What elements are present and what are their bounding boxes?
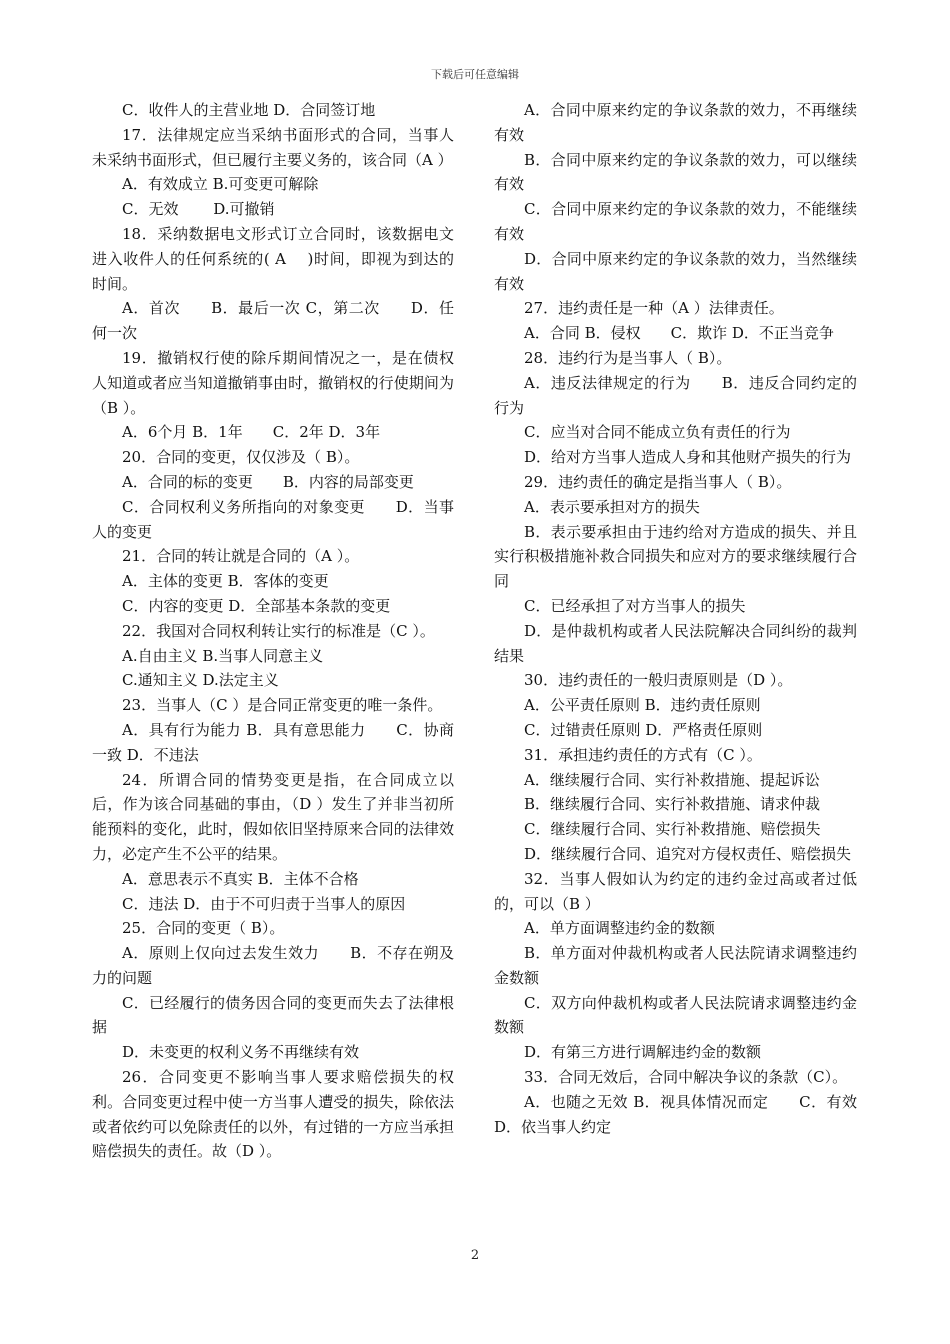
paragraph: 28．违约行为是当事人（ B）。 [524, 348, 732, 367]
paragraph: C．已经履行的债务因合同的变更而失去了法律根据 [92, 993, 454, 1037]
paragraph: A．合同中原来约定的争议条款的效力，不再继续有效 [494, 101, 857, 144]
paragraph: 31．承担违约责任的方式有（C ）。 [524, 745, 762, 764]
paragraph: 22．我国对合同权利转让实行的标准是（C ）。 [122, 621, 435, 640]
paragraph: 20．合同的变更，仅仅涉及（ B）。 [122, 448, 360, 467]
paragraph: 32．当事人假如认为约定的违约金过高或者过低的，可以（B ） [494, 869, 857, 913]
paragraph: C．过错责任原则 D．严格责任原则 [524, 720, 763, 739]
paragraph: C．无效 D.可撤销 [122, 200, 275, 219]
left-column [92, 98, 454, 1164]
paragraph: C．合同权利义务所指向的对象变更 D．当事人的变更 [92, 497, 454, 541]
paragraph: A．意思表示不真实 B．主体不合格 [122, 869, 359, 888]
paragraph: A．也随之无效 B．视具体情况而定 C．有效 D．依当事人约定 [494, 1092, 857, 1136]
paragraph: C．违法 D．由于不可归责于当事人的原因 [122, 894, 406, 913]
paragraph: C．合同中原来约定的争议条款的效力，不能继续有效 [494, 200, 857, 243]
paragraph: A．原则上仅向过去发生效力 B．不存在朔及力的问题 [92, 944, 454, 987]
paragraph: B．单方面对仲裁机构或者人民法院请求调整违约金数额 [494, 944, 857, 987]
paragraph: 25．合同的变更（ B）。 [122, 919, 285, 938]
paragraph: 17．法律规定应当采纳书面形式的合同，当事人未采纳书面形式，但已履行主要义务的，该合同（A ） [92, 125, 454, 169]
paragraph: D．未变更的权利义务不再继续有效 [122, 1043, 360, 1062]
page-header: 下载后可任意编辑 [431, 68, 519, 81]
paragraph: 33．合同无效后，合同中解决争议的条款（C）。 [524, 1068, 848, 1087]
paragraph: 29．违约责任的确定是指当事人（ B）。 [524, 472, 792, 491]
paragraph: C.通知主义 D.法定主义 [122, 671, 279, 690]
paragraph: B．继续履行合同、实行补救措施、请求仲裁 [524, 795, 821, 814]
paragraph: B．合同中原来约定的争议条款的效力，可以继续有效 [494, 150, 857, 194]
paragraph: D．给对方当事人造成人身和其他财产损失的行为 [524, 448, 852, 467]
paragraph: D．继续履行合同、追究对方侵权责任、赔偿损失 [524, 844, 852, 863]
paragraph: B．表示要承担由于违约给对方造成的损失、并且实行积极措施补救合同损失和应对方的要求继续履行合同 [494, 522, 857, 591]
paragraph: D．是仲裁机构或者人民法院解决合同纠纷的裁判结果 [494, 621, 857, 665]
paragraph: A．6个月 B．1年 C．2年 D．3年 [122, 423, 381, 442]
paragraph: 27．违约责任是一种（A ）法律责任。 [524, 299, 784, 318]
paragraph: 19．撤销权行使的除斥期间情况之一，是在债权人知道或者应当知道撤销事由时，撤销权的行使期间为（B ）。 [92, 348, 454, 417]
paragraph: A.自由主义 B.当事人同意主义 [122, 646, 324, 665]
paragraph: 26．合同变更不影响当事人要求赔偿损失的权利。合同变更过程中使一方当事人遭受的损失，除依法或者依约可以免除责任的以外，有过错的一方应当承担赔偿损失的责任。故（D ）。 [92, 1068, 454, 1161]
paragraph: A．合同的标的变更 B．内容的局部变更 [122, 472, 414, 491]
paragraph: C．内容的变更 D．全部基本条款的变更 [122, 596, 391, 615]
paragraph: A．首次 B．最后一次 C，第二次 D．任何一次 [92, 299, 454, 343]
paragraph: A．具有行为能力 B．具有意思能力 C．协商一致 D．不违法 [92, 720, 454, 764]
paragraph: C．应当对合同不能成立负有责任的行为 [524, 423, 791, 442]
paragraph: 24．所谓合同的情势变更是指，在合同成立以后，作为该合同基础的事由，（D ）发生了并非当初所能预料的变化，此时，假如依旧坚持原来合同的法律效力，必定产生不公平的结果。 [92, 770, 454, 863]
right-column [494, 98, 857, 1139]
paragraph: C．双方向仲裁机构或者人民法院请求调整违约金数额 [494, 993, 857, 1037]
paragraph: A．公平责任原则 B．违约责任原则 [524, 696, 761, 715]
paragraph: 18．采纳数据电文形式订立合同时，该数据电文进入收件人的任何系统的( A )时间，即视为到达的时间。 [92, 224, 454, 293]
paragraph: C．已经承担了对方当事人的损失 [524, 596, 746, 615]
paragraph: D．合同中原来约定的争议条款的效力，当然继续有效 [494, 249, 857, 293]
paragraph: A．合同 B．侵权 C．欺诈 D．不正当竞争 [524, 324, 834, 343]
paragraph: A．表示要承担对方的损失 [524, 497, 700, 516]
paragraph: C．继续履行合同、实行补救措施、赔偿损失 [524, 820, 821, 839]
paragraph: 23．当事人（C ）是合同正常变更的唯一条件。 [122, 696, 443, 715]
paragraph: A．继续履行合同、实行补救措施、提起诉讼 [524, 770, 820, 789]
paragraph: A．主体的变更 B．客体的变更 [122, 572, 329, 591]
page-number: 2 [470, 1248, 480, 1263]
paragraph: A．单方面调整违约金的数额 [524, 919, 715, 938]
paragraph: 30．违约责任的一般归责原则是（D ）。 [524, 671, 793, 690]
paragraph: 21．合同的转让就是合同的（A ）。 [122, 547, 360, 566]
paragraph: A．违反法律规定的行为 B．违反合同约定的行为 [494, 373, 857, 417]
paragraph: A．有效成立 B.可变更可解除 [122, 175, 319, 194]
paragraph: D．有第三方进行调解违约金的数额 [524, 1043, 762, 1062]
paragraph: C．收件人的主营业地 D．合同签订地 [122, 101, 376, 119]
